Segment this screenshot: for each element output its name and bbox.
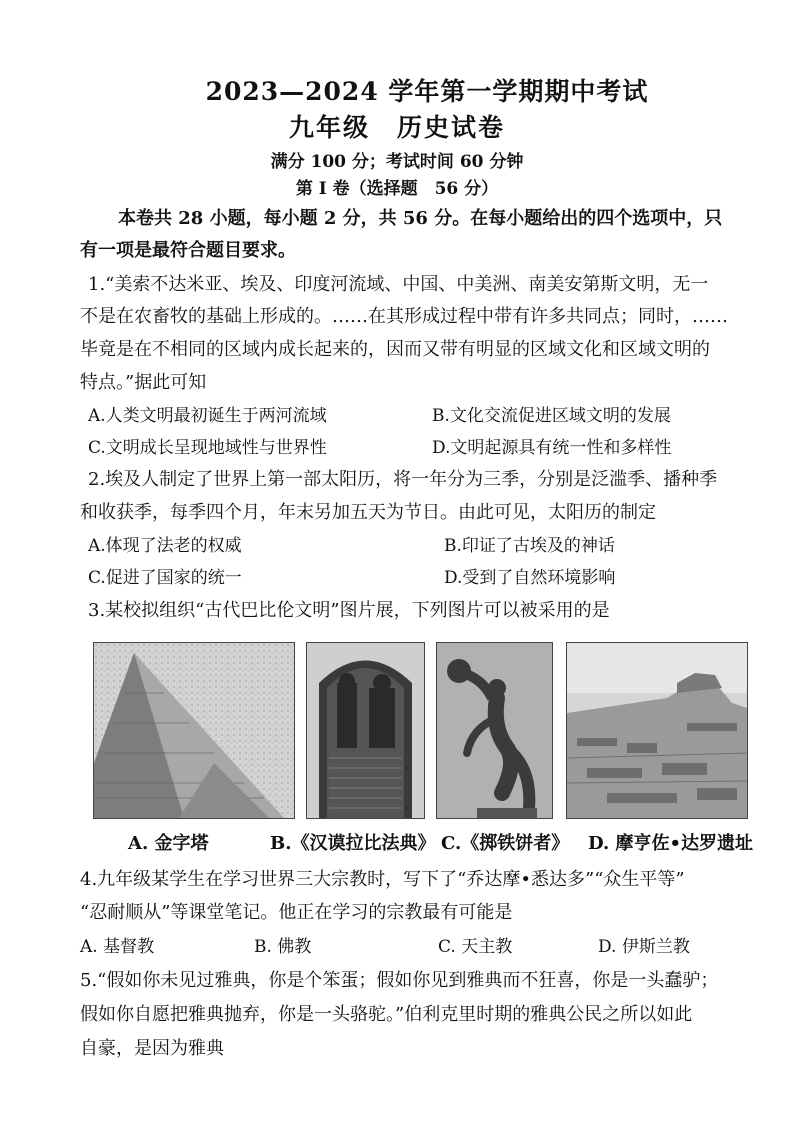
q4-option-d[interactable]: D. 伊斯兰教 (598, 937, 690, 957)
q3-caption-d: D. 摩亨佐•达罗遗址 (588, 833, 754, 854)
mohenjo-daro-photo[interactable] (566, 642, 748, 819)
q4-stem-line-2: “忍耐顺从”等课堂笔记。他正在学习的宗教最有可能是 (80, 902, 513, 923)
q4-option-c[interactable]: C. 天主教 (438, 937, 513, 957)
q2-stem-line-2: 和收获季，每季四个月，年末另加五天为节日。由此可见，太阳历的制定 (80, 502, 656, 523)
q3-caption-b: B.《汉谟拉比法典》 (270, 833, 436, 854)
instructions-line-2: 有一项是最符合题目要求。 (80, 240, 296, 261)
discobolus-photo[interactable] (436, 642, 553, 819)
q1-stem-line-3: 毕竟是在不相同的区域内成长起来的，因而又带有明显的区域文化和区域文明的 (80, 339, 710, 360)
q2-stem-line-1: 2.埃及人制定了世界上第一部太阳历，将一年分为三季，分别是泛滥季、播种季 (88, 469, 718, 490)
q2-option-b[interactable]: B.印证了古埃及的神话 (444, 536, 615, 556)
q1-stem-line-2: 不是在农畜牧的基础上形成的。……在其形成过程中带有许多共同点；同时，…… (80, 306, 728, 327)
exam-title: 2023—2024 学年第一学期期中考试 (205, 77, 649, 106)
q4-stem-line-1: 4.九年级某学生在学习世界三大宗教时，写下了“乔达摩•悉达多”“众生平等” (80, 869, 685, 890)
section-title: 第 I 卷（选择题 56 分） (295, 179, 499, 199)
q3-caption-c: C.《掷铁饼者》 (441, 833, 570, 854)
q2-option-d[interactable]: D.受到了自然环境影响 (444, 568, 616, 588)
q5-stem-line-3: 自豪，是因为雅典 (80, 1038, 224, 1059)
q1-stem-line-1: 1.“美索不达米亚、埃及、印度河流域、中国、中美洲、南美安第斯文明，无一 (88, 274, 709, 295)
q4-option-b[interactable]: B. 佛教 (254, 937, 312, 957)
q3-stem: 3.某校拟组织“古代巴比伦文明”图片展，下列图片可以被采用的是 (88, 600, 610, 621)
q1-stem-line-4: 特点。”据此可知 (80, 372, 207, 393)
q2-option-c[interactable]: C.促进了国家的统一 (88, 568, 242, 588)
q1-option-c[interactable]: C.文明成长呈现地域性与世界性 (88, 438, 327, 458)
subject-title: 九年级 历史试卷 (288, 113, 505, 142)
q4-option-a[interactable]: A. 基督教 (80, 937, 155, 957)
q1-option-d[interactable]: D.文明起源具有统一性和多样性 (432, 438, 672, 458)
q5-stem-line-2: 假如你自愿把雅典抛弃，你是一头骆驼。”伯利克里时期的雅典公民之所以如此 (80, 1004, 693, 1025)
q5-stem-line-1: 5.“假如你未见过雅典，你是个笨蛋；假如你见到雅典而不狂喜，你是一头蠢驴； (80, 970, 719, 991)
instructions-line-1: 本卷共 28 小题，每小题 2 分，共 56 分。在每小题给出的四个选项中，只 (118, 208, 723, 229)
q1-option-b[interactable]: B.文化交流促进区域文明的发展 (432, 406, 671, 426)
q3-caption-a: A. 金字塔 (128, 833, 209, 854)
q2-option-a[interactable]: A.体现了法老的权威 (88, 536, 242, 556)
q1-option-a[interactable]: A.人类文明最初诞生于两河流域 (88, 406, 327, 426)
exam-meta: 满分 100 分；考试时间 60 分钟 (270, 152, 524, 172)
hammurabi-stele-photo[interactable] (306, 642, 425, 819)
pyramid-photo[interactable] (93, 642, 295, 819)
